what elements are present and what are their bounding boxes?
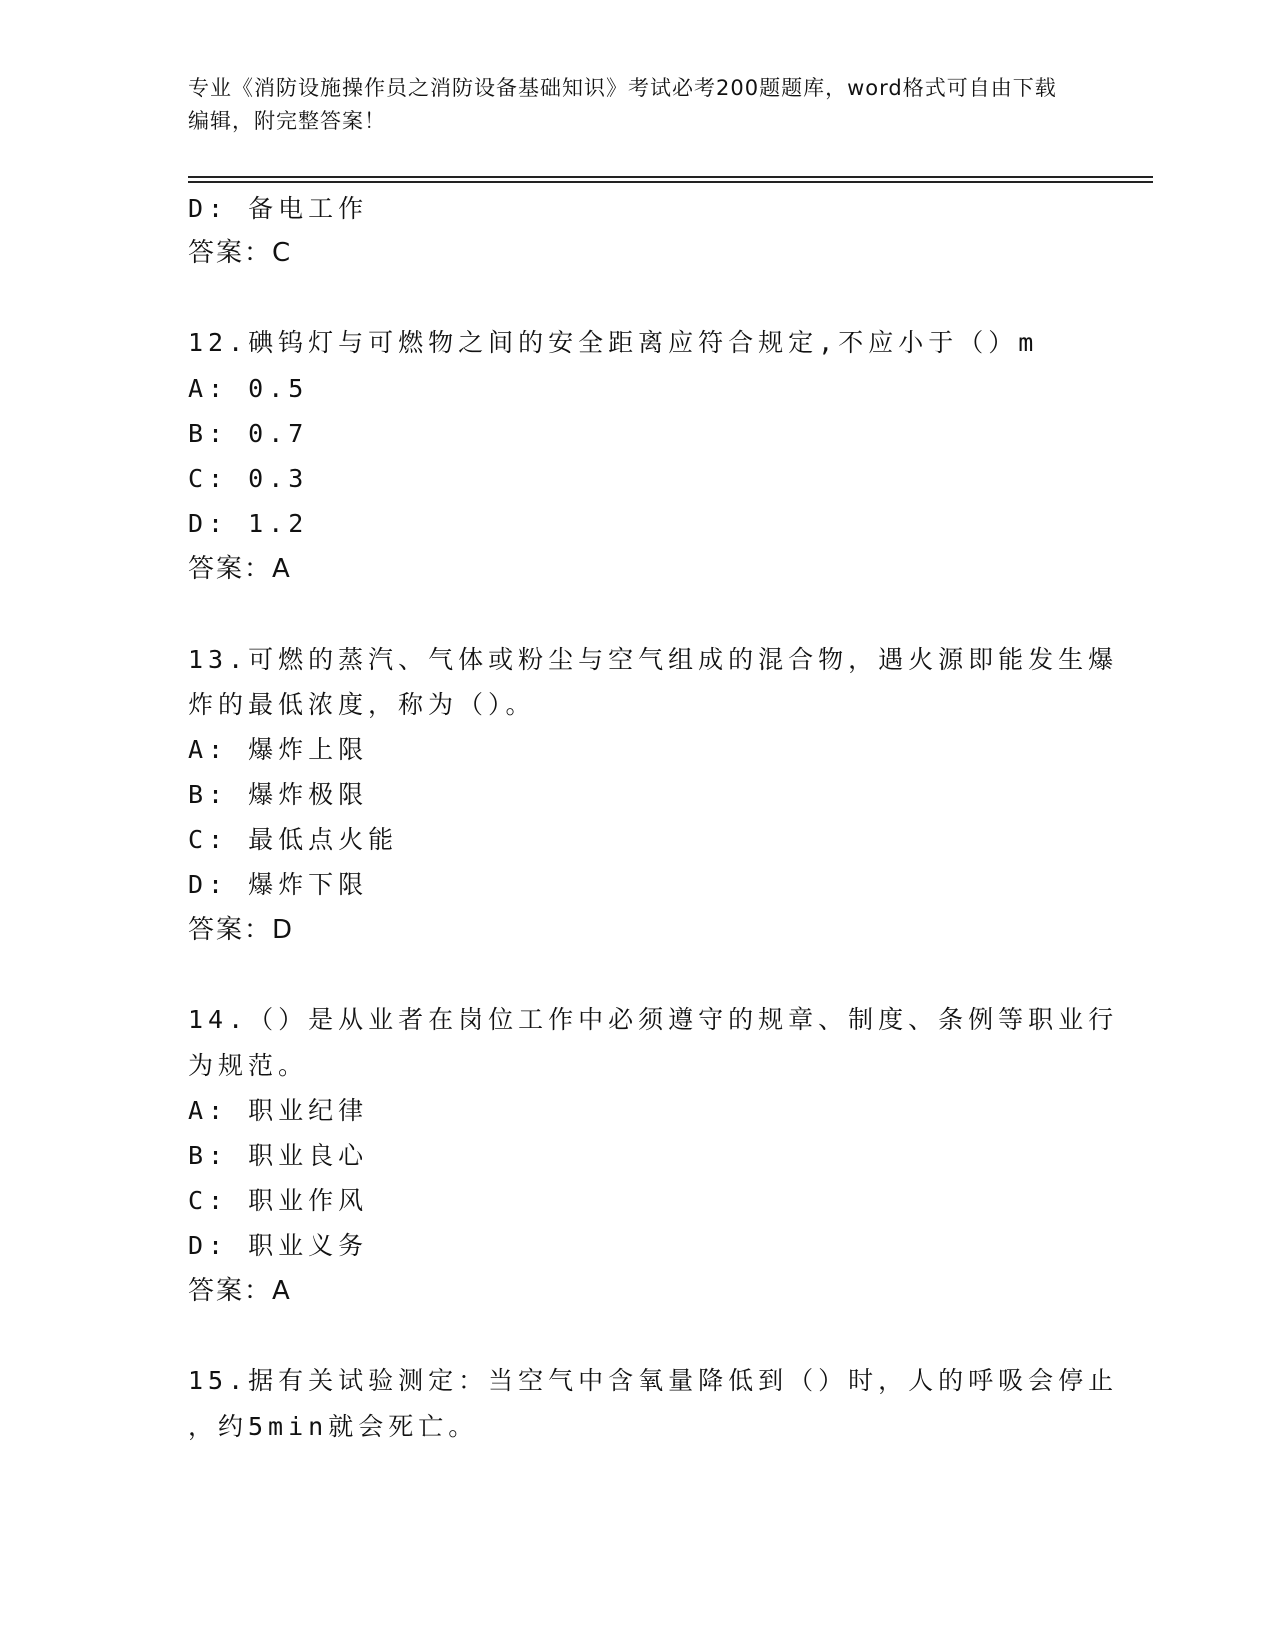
q12-stem: 12.碘钨灯与可燃物之间的安全距离应符合规定,不应小于（）m: [188, 328, 1039, 357]
q15-stem-line2: ，约5min就会死亡。: [188, 1412, 479, 1441]
q12-option-b: B: 0.7: [188, 419, 309, 448]
q14-option-d: D: 职业义务: [188, 1231, 369, 1260]
q14-stem-line2: 为规范。: [188, 1051, 309, 1080]
document-header-title: 专业《消防设施操作员之消防设备基础知识》考试必考200题题库，word格式可自由下载编辑，附完整答案！: [188, 76, 1057, 133]
q15-stem-line1: 15.据有关试验测定：当空气中含氧量降低到（）时，人的呼吸会停止: [188, 1366, 1119, 1395]
q12-option-d: D: 1.2: [188, 509, 309, 538]
q14-option-a: A: 职业纪律: [188, 1096, 369, 1125]
q14-option-b: B: 职业良心: [188, 1141, 369, 1170]
q13-answer: 答案：D: [188, 915, 295, 945]
q12-option-c: C: 0.3: [188, 464, 309, 493]
q12-answer: 答案：A: [188, 554, 292, 584]
q11-option-d: D: 备电工作: [188, 194, 369, 223]
header-rule-bottom: [188, 181, 1153, 183]
q13-stem-line1: 13.可燃的蒸汽、气体或粉尘与空气组成的混合物，遇火源即能发生爆: [188, 645, 1119, 674]
q14-answer: 答案：A: [188, 1276, 292, 1306]
q13-option-b: B: 爆炸极限: [188, 780, 369, 809]
q11-answer: 答案：C: [188, 238, 293, 268]
q14-stem-line1: 14.（）是从业者在岗位工作中必须遵守的规章、制度、条例等职业行: [188, 1005, 1119, 1034]
q13-option-c: C: 最低点火能: [188, 825, 399, 854]
q14-option-c: C: 职业作风: [188, 1186, 369, 1215]
q12-option-a: A: 0.5: [188, 374, 309, 403]
q13-option-d: D: 爆炸下限: [188, 870, 369, 899]
q13-stem-line2: 炸的最低浓度，称为（）。: [188, 690, 536, 719]
q13-option-a: A: 爆炸上限: [188, 735, 369, 764]
header-rule-top: [188, 176, 1153, 178]
